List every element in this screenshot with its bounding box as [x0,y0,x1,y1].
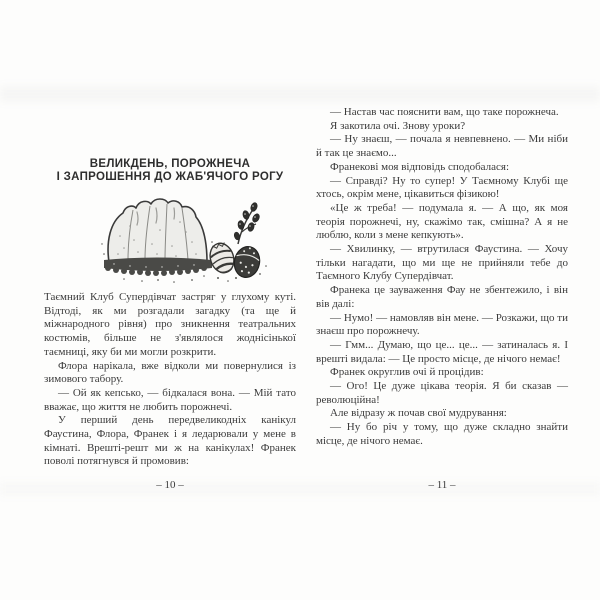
paragraph: — Нумо! — намовляв він мене. — Розкажи, що ти знаєш про порожнечу. [316,311,568,338]
paragraph: — Гмм... Думаю, що це... це... — затиналась я. І врешті видала: — Це просто місце, де нічого немає! [316,338,568,365]
left-page-text [44,291,296,469]
paragraph: — Ого! Це дуже цікава теорія. Я би сказав — революційна! [316,380,568,406]
paragraph: Франекові моя відповідь сподобалася: [330,160,510,173]
chapter-title-line2: І ЗАПРОШЕННЯ ДО ЖАБ'ЯЧОГО РОГУ [56,170,284,183]
chapter-title-line1: ВЕЛИКДЕНЬ, ПОРОЖНЕЧА [89,158,251,170]
right-page-number: – 11 – [428,479,456,491]
paragraph: Я закотила очі. Знову уроки? [330,119,466,132]
paragraph: — Ну знаєш, — почала я невпевнено. — Ми ніби й так це знаємо... [316,133,568,160]
right-page [316,0,568,600]
paragraph: — Хвилинку, — втрутилася Фаустина. — Хочу тільки нагадати, що ми ще не прийняли тебе до Таємного Клубу Супердівчат. [316,243,568,283]
paragraph: — Ой як кепсько, — бідкалася вона. — Мій тато вважає, що життя не любить порожнечі. [44,386,296,413]
paragraph: Але відразу ж почав свої мудрування: [330,407,507,420]
chapter-title [44,158,296,183]
paragraph: Флора нарікала, вже відколи ми повернулися із зимового табору. [44,359,296,386]
paragraph: Таємний Клуб Супердівчат застряг у глухому куті. Відтоді, як ми розгадали загадку (та ще й міжнародного рівня) про зникнення театральних костюмів, більше не з'являлося жоднісінької таємниці, яку би ми могли розкрити. [44,291,296,358]
paragraph: — Настав час пояснити вам, що таке порожнеча. [330,106,559,118]
paragraph: — Справді? Ну то супер! У Таємному Клубі ще хтось, окрім мене, цікавиться фізикою! [316,174,568,201]
paragraph: У перший день передвеликодніх канікул Фаустина, Флора, Франек і я ледарювали у мене в кімнаті. Врешті-решт ми ж на канікулах! Франек поволі потягнувся й промовив: [44,414,296,468]
right-page-text [316,106,568,449]
paragraph: — Ну бо річ у тому, що дуже складно знайти місце, де нічого немає. [316,421,568,447]
left-page [44,0,296,600]
paragraph: «Це ж треба! — подумала я. — А що, як моя теорія порожнечі, ну, скажімо так, смішна? А я не люблю, коли з мене кепкують». [316,201,568,242]
easter-cake-illustration [100,196,272,288]
paragraph: Франека це зауваження Фау не збентежило, і він вів далі: [316,284,568,310]
paragraph: Франек округлив очі й процідив: [330,366,484,379]
left-page-number: – 10 – [156,479,184,491]
